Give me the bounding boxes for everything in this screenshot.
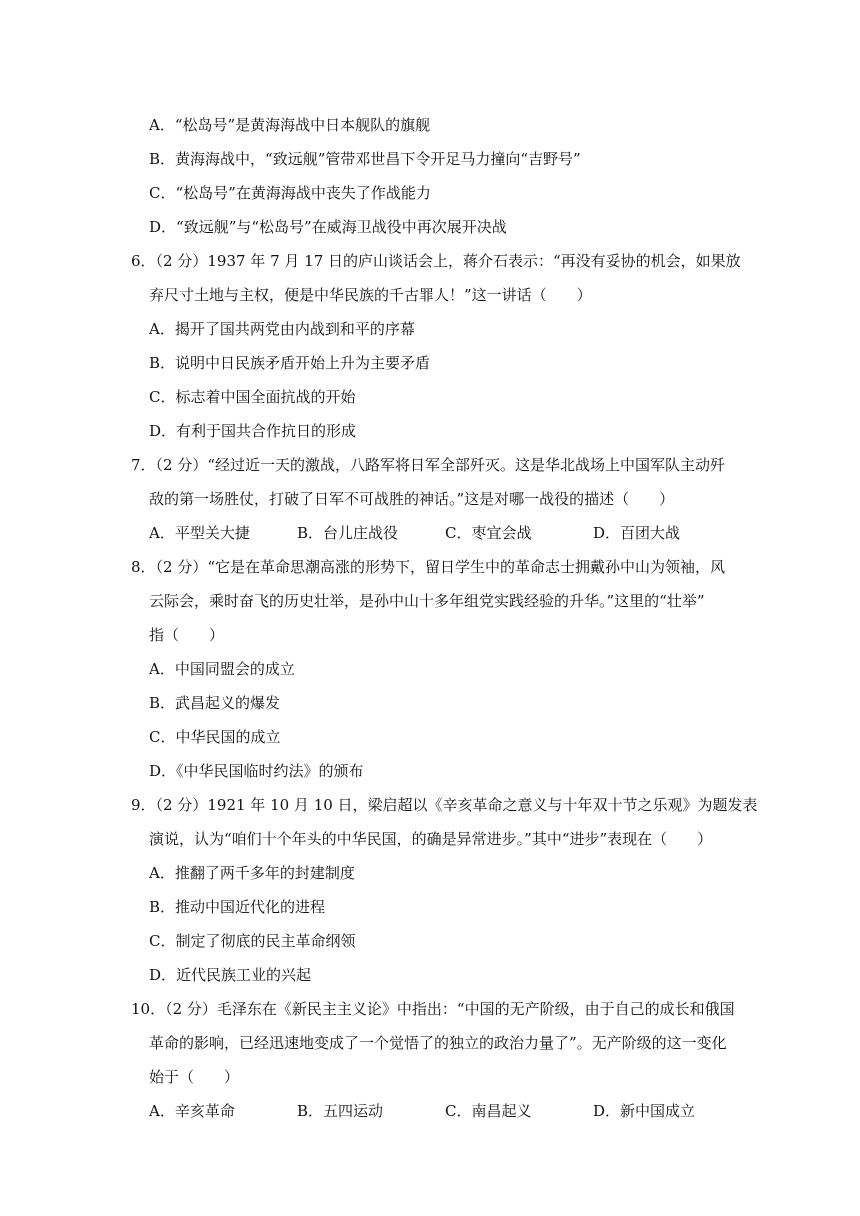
question-text: 云际会，乘时奋飞的历史壮举，是孙中山十多年组党实践经验的升华。”这里的“壮举” [149,592,705,610]
options-row [131,1094,760,1128]
option-c: C．南昌起义 [445,1102,532,1120]
question-text: 始于（ ） [149,1068,240,1086]
question-text: 8．（2 分）“它是在革命思潮高涨的形势下，留日学生中的革命志士拥戴孙中山为领袖，风 [131,558,726,576]
option-b: B．台儿庄战役 [297,524,399,542]
question-7 [131,448,760,550]
option-a: A．推翻了两千多年的封建制度 [149,864,355,882]
option-c: C．制定了彻底的民主革命纲领 [149,932,356,950]
question-9 [131,788,760,992]
option-a: A．辛亥革命 [149,1102,235,1120]
question-text: 6．（2 分）1937 年 7 月 17 日的庐山谈话会上，蒋介石表示：“再没有妥协的机会，如果放 [131,252,741,270]
option-d: D．“致远舰”与“松岛号”在威海卫战役中再次展开决战 [149,218,507,236]
option-b: B．黄海海战中，“致远舰”管带邓世昌下令开足马力撞向“吉野号” [149,150,581,168]
option-b: B．武昌起义的爆发 [149,694,281,712]
option-b: B．说明中日民族矛盾开始上升为主要矛盾 [149,354,431,372]
option-c: C．标志着中国全面抗战的开始 [149,388,356,406]
question-text: 革命的影响，已经迅速地变成了一个觉悟了的独立的政治力量了”。无产阶级的这一变化 [149,1034,727,1052]
option-a: A．揭开了国共两党由内战到和平的序幕 [149,320,415,338]
question-text: 10．（2 分）毛泽东在《新民主主义论》中指出：“中国的无产阶级，由于自己的成长和俄国 [131,1000,735,1018]
option-d: D．有利于国共合作抗日的形成 [149,422,357,440]
question-text: 9．（2 分）1921 年 10 月 10 日，梁启超以《辛亥革命之意义与十年双十节之乐观》为题发表 [131,796,758,814]
question-text: 敌的第一场胜仗，打破了日军不可战胜的神话。”这是对哪一战役的描述（ ） [149,490,675,508]
question-6 [131,244,760,448]
option-b: B．推动中国近代化的进程 [149,898,326,916]
option-b: B．五四运动 [297,1102,384,1120]
options-row [131,516,760,550]
option-c: C．枣宜会战 [445,524,532,542]
option-d: D．近代民族工业的兴起 [149,966,312,984]
option-d: D．新中国成立 [593,1102,696,1120]
option-c: C．中华民国的成立 [149,728,281,746]
option-d: D．《中华民国临时约法》的颁布 [149,762,364,780]
question-text: 演说，认为“咱们十个年头的中华民国，的确是异常进步。”其中“进步”表现在（ ） [149,830,713,848]
question-text: 弃尺寸土地与主权，便是中华民族的千古罪人！”这一讲话（ ） [149,286,592,304]
question-8 [131,550,760,788]
option-d: D．百团大战 [593,524,681,542]
question-text: 7．（2 分）“经过近一天的激战，八路军将日军全部歼灭。这是华北战场上中国军队主动歼 [131,456,726,474]
option-a: A．平型关大捷 [149,524,250,542]
question-5-options [131,108,760,244]
option-c: C．“松岛号”在黄海海战中丧失了作战能力 [149,184,431,202]
question-text: 指（ ） [149,626,225,644]
question-10 [131,992,760,1128]
option-a: A．中国同盟会的成立 [149,660,295,678]
option-a: A．“松岛号”是黄海海战中日本舰队的旗舰 [149,116,431,134]
